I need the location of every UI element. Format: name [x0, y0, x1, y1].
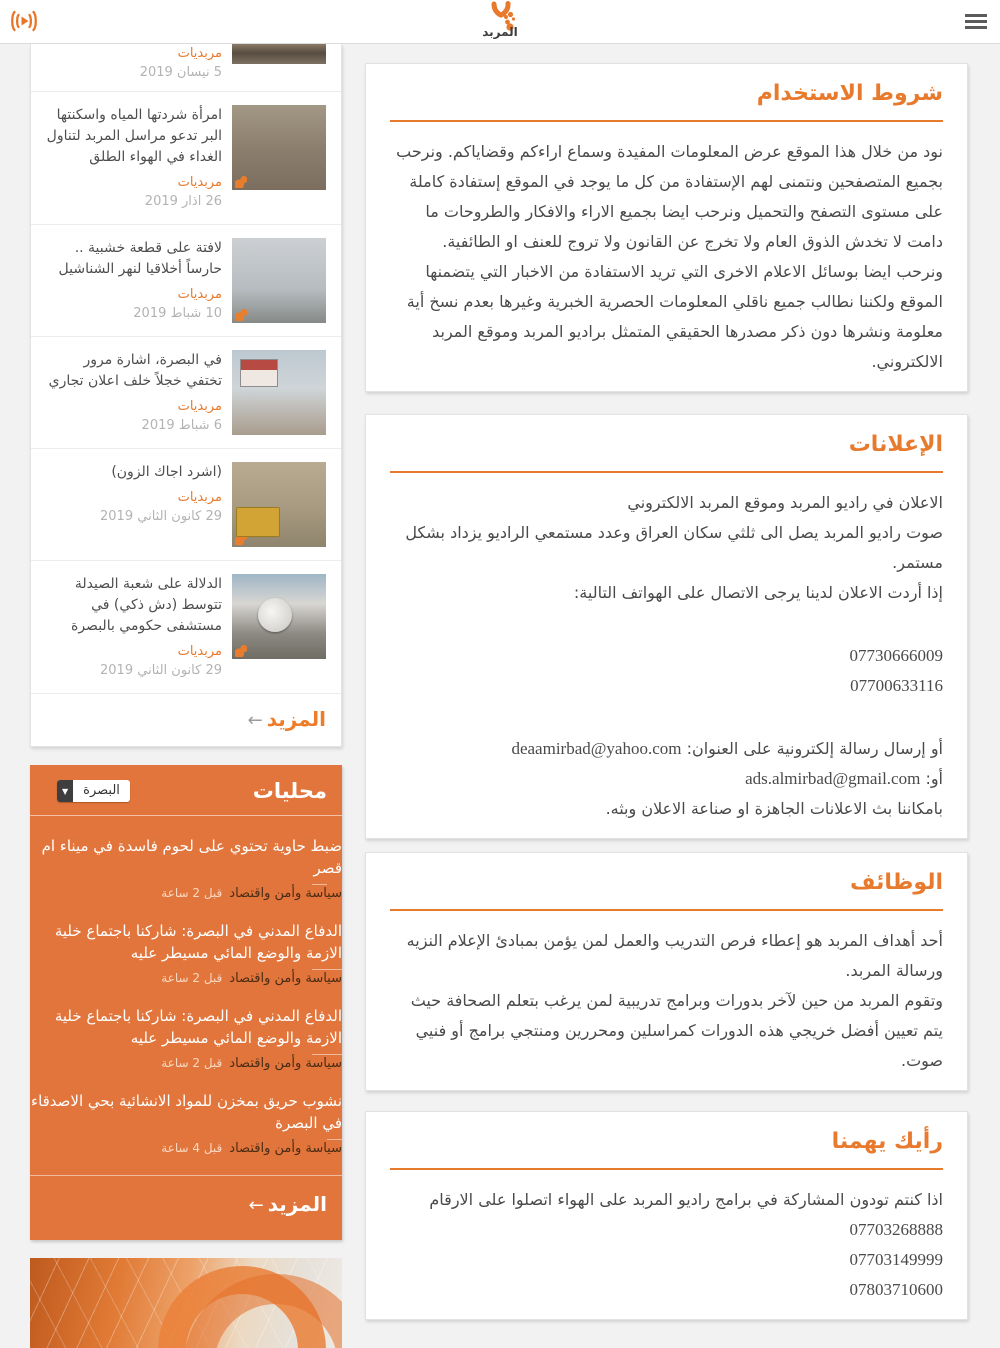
news-item-category: مربديات — [177, 644, 222, 659]
terms-title: شروط الاستخدام — [390, 79, 943, 122]
local-item-category: سياسة وأمن واقتصاد — [229, 1141, 342, 1156]
more-link[interactable] — [247, 707, 326, 731]
live-broadcast-icon[interactable] — [9, 8, 39, 35]
local-news-title: محليات — [252, 779, 327, 803]
news-item-title[interactable]: امرأة شردتها المياه واسكنتها البر تدعو مراسل المربد لتناول الغداء في الهواء الطلق — [46, 107, 222, 165]
news-item-title[interactable]: الدلالة على شعبة الصيدلة تتوسط (دش ذكي) في مستشفى حكومي بالبصرة — [71, 576, 222, 634]
more-label: المزيد — [267, 1192, 327, 1216]
caret-down-icon: ▼ — [57, 780, 73, 802]
local-item-title[interactable]: نشوب حريق بمخزن للمواد الانشائية بحي الاصدقاء في البصرة — [31, 1092, 342, 1132]
news-item-category: مربديات — [177, 175, 222, 190]
top-header — [0, 0, 1000, 44]
news-item-title[interactable]: (اشرد اجاك الزون) — [111, 464, 222, 480]
news-list-item[interactable] — [31, 336, 341, 448]
jobs-paragraph: وتقوم المربد من حين لآخر بدورات وبرامج تدريبية لمن يرغب بتعلم الصحافة حيث يتم تعيين أفضل خريجي هذه الدورات كمراسلين ومحررين ومنتجي برامج أو فنيي صوت. — [410, 991, 943, 1070]
news-item-category: مربديات — [177, 399, 222, 414]
ads-email-address: ads.almirbad@gmail.com — [745, 769, 921, 788]
left-arrow-icon: ← — [247, 710, 263, 731]
ads-title: الإعلانات — [390, 430, 943, 473]
news-item-category: مربديات — [177, 287, 222, 302]
news-item-date: 6 شباط 2019 — [141, 418, 222, 433]
terms-paragraph: ونرحب ايضا بوسائل الاعلام الاخرى التي تريد الاستفادة من الاخبار التي يتضمنها الموقع ولكننا نطالب جميع ناقلي المعلومات الحصرية الخبرية وغيرها بعدم نسخ أية معلومة ونشرها دون ذكر مصدرها الحقيقي المتمثل براديو المربد وموقع المربد الالكتروني. — [406, 262, 943, 371]
ads-email-line — [390, 764, 943, 794]
feedback-intro: اذا كنتم تودون المشاركة في برامج راديو المربد على الهواء اتصلوا على الارقام — [429, 1190, 943, 1209]
mirbad-watermark-icon — [235, 533, 247, 545]
local-news-item[interactable] — [30, 800, 342, 933]
promo-banner[interactable] — [30, 1258, 342, 1348]
feedback-phone-number: 07803710600 — [849, 1280, 943, 1299]
brand-name: المربد — [482, 25, 518, 39]
news-item-date: 26 اذار 2019 — [144, 194, 222, 209]
mirbad-watermark-icon — [235, 176, 247, 188]
news-list-item[interactable] — [31, 560, 341, 693]
news-thumbnail[interactable] — [232, 44, 326, 64]
local-item-time: قبل 4 ساعة — [161, 1141, 223, 1155]
sidebar-column — [30, 44, 342, 1348]
local-news-item[interactable] — [30, 1054, 342, 1188]
region-dropdown[interactable] — [57, 780, 130, 802]
feedback-phone-number: 07703268888 — [849, 1220, 943, 1239]
feedback-phone-number: 07703149999 — [849, 1250, 943, 1269]
local-news-item[interactable] — [30, 884, 342, 1018]
news-thumbnail[interactable] — [232, 462, 326, 547]
news-item-title[interactable]: في البصرة، اشارة مرور تختفي خجلاً خلف اعلان تجاري — [48, 352, 222, 389]
news-list-item[interactable] — [31, 91, 341, 224]
left-arrow-icon: ← — [248, 1195, 264, 1216]
ads-closing-line: بامكاننا بث الاعلانات الجاهزة او صناعة الاعلان وبثه. — [605, 799, 943, 818]
local-item-title[interactable]: ضبط حاوية تحتوي على لحوم فاسدة في ميناء ام قصر — [41, 837, 342, 877]
news-item-date: 29 كانون الثاني 2019 — [100, 663, 222, 678]
local-news-item[interactable] — [30, 969, 342, 1103]
ads-line: الاعلان في راديو المربد وموقع المربد الالكتروني — [627, 493, 943, 512]
local-more-link[interactable] — [248, 1192, 327, 1216]
news-thumbnail[interactable] — [232, 574, 326, 659]
local-news-section — [30, 765, 342, 1240]
news-item-date: 5 نيسان 2019 — [139, 65, 222, 80]
ads-line: صوت راديو المربد يصل الى ثلثي سكان العراق وعدد مستمعي الراديو يزداد بشكل مستمر. — [405, 523, 943, 572]
jobs-title: الوظائف — [390, 868, 943, 911]
ads-email-label: أو: — [925, 769, 943, 788]
news-list-item[interactable] — [31, 44, 341, 91]
local-item-category: سياسة وأمن واقتصاد — [229, 971, 342, 986]
news-thumbnail[interactable] — [232, 238, 326, 323]
terms-of-use-card — [365, 63, 968, 392]
news-list-item[interactable] — [31, 224, 341, 336]
news-list-item[interactable] — [31, 448, 341, 560]
ads-line: إذا أردت الاعلان لدينا يرجى الاتصال على الهواتف التالية: — [573, 583, 943, 602]
local-item-time: قبل 2 ساعة — [161, 971, 223, 985]
news-thumbnail[interactable] — [232, 105, 326, 190]
advertising-card — [365, 414, 968, 839]
news-item-category: مربديات — [177, 46, 222, 61]
ads-phone-number: 07700633116 — [850, 676, 943, 695]
main-column — [365, 44, 968, 1320]
local-item-time: قبل 2 ساعة — [161, 886, 223, 900]
region-selected-value: البصرة — [83, 783, 120, 798]
local-item-category: سياسة وأمن واقتصاد — [229, 886, 342, 901]
local-item-title[interactable]: الدفاع المدني في البصرة: شاركنا باجتماع خلية الازمة والوضع المائي مسيطر عليه — [54, 922, 342, 962]
ads-email-address: deaamirbad@yahoo.com — [511, 739, 682, 758]
ads-email-label: أو إرسال رسالة إلكترونية على العنوان: — [686, 739, 943, 758]
mirbad-watermark-icon — [235, 309, 247, 321]
local-item-category: سياسة وأمن واقتصاد — [229, 1056, 342, 1071]
terms-paragraph: نود من خلال هذا الموقع عرض المعلومات المفيدة وسماع اراءكم وقضاياكم. ونرحب بجميع المتصفحين ونتمنى لهم الإستفادة من كل ما يوجد في الموقع إستفادة كاملة على مستوى التصفح والتحميل ونرحب ايضا بجميع الاراء والافكار والطروحات ما دامت لا تخدش الذوق العام ولا تخرج عن القانون ولا تروج للعنف او الطائفية. — [396, 142, 943, 251]
feedback-title: رأيك يهمنا — [390, 1127, 943, 1170]
hamburger-menu-icon[interactable] — [965, 14, 987, 32]
mirbadiyat-news-list — [30, 44, 342, 747]
jobs-paragraph: أحد أهداف المربد هو إعطاء فرص التدريب والعمل لمن يؤمن بمبادئ الإعلام النزيه ورسالة المربد. — [406, 931, 943, 980]
local-item-title[interactable]: الدفاع المدني في البصرة: شاركنا باجتماع خلية الازمة والوضع المائي مسيطر عليه — [54, 1007, 342, 1047]
almirbad-logo[interactable] — [482, 1, 518, 39]
news-item-title[interactable]: لافتة على قطعة خشبية .. حارساً أخلاقيا لنهر الشناشيل — [58, 240, 222, 277]
ads-phone-number: 07730666009 — [849, 646, 943, 665]
news-thumbnail[interactable] — [232, 350, 326, 435]
mirbad-watermark-icon — [235, 645, 247, 657]
more-label: المزيد — [266, 707, 326, 731]
news-item-category: مربديات — [177, 490, 222, 505]
local-news-header — [30, 765, 342, 816]
news-item-date: 10 شباط 2019 — [133, 306, 222, 321]
feedback-card — [365, 1111, 968, 1320]
local-item-time: قبل 2 ساعة — [161, 1056, 223, 1070]
jobs-card — [365, 852, 968, 1091]
ads-email-line — [390, 734, 943, 764]
news-item-date: 29 كانون الثاني 2019 — [100, 509, 222, 524]
